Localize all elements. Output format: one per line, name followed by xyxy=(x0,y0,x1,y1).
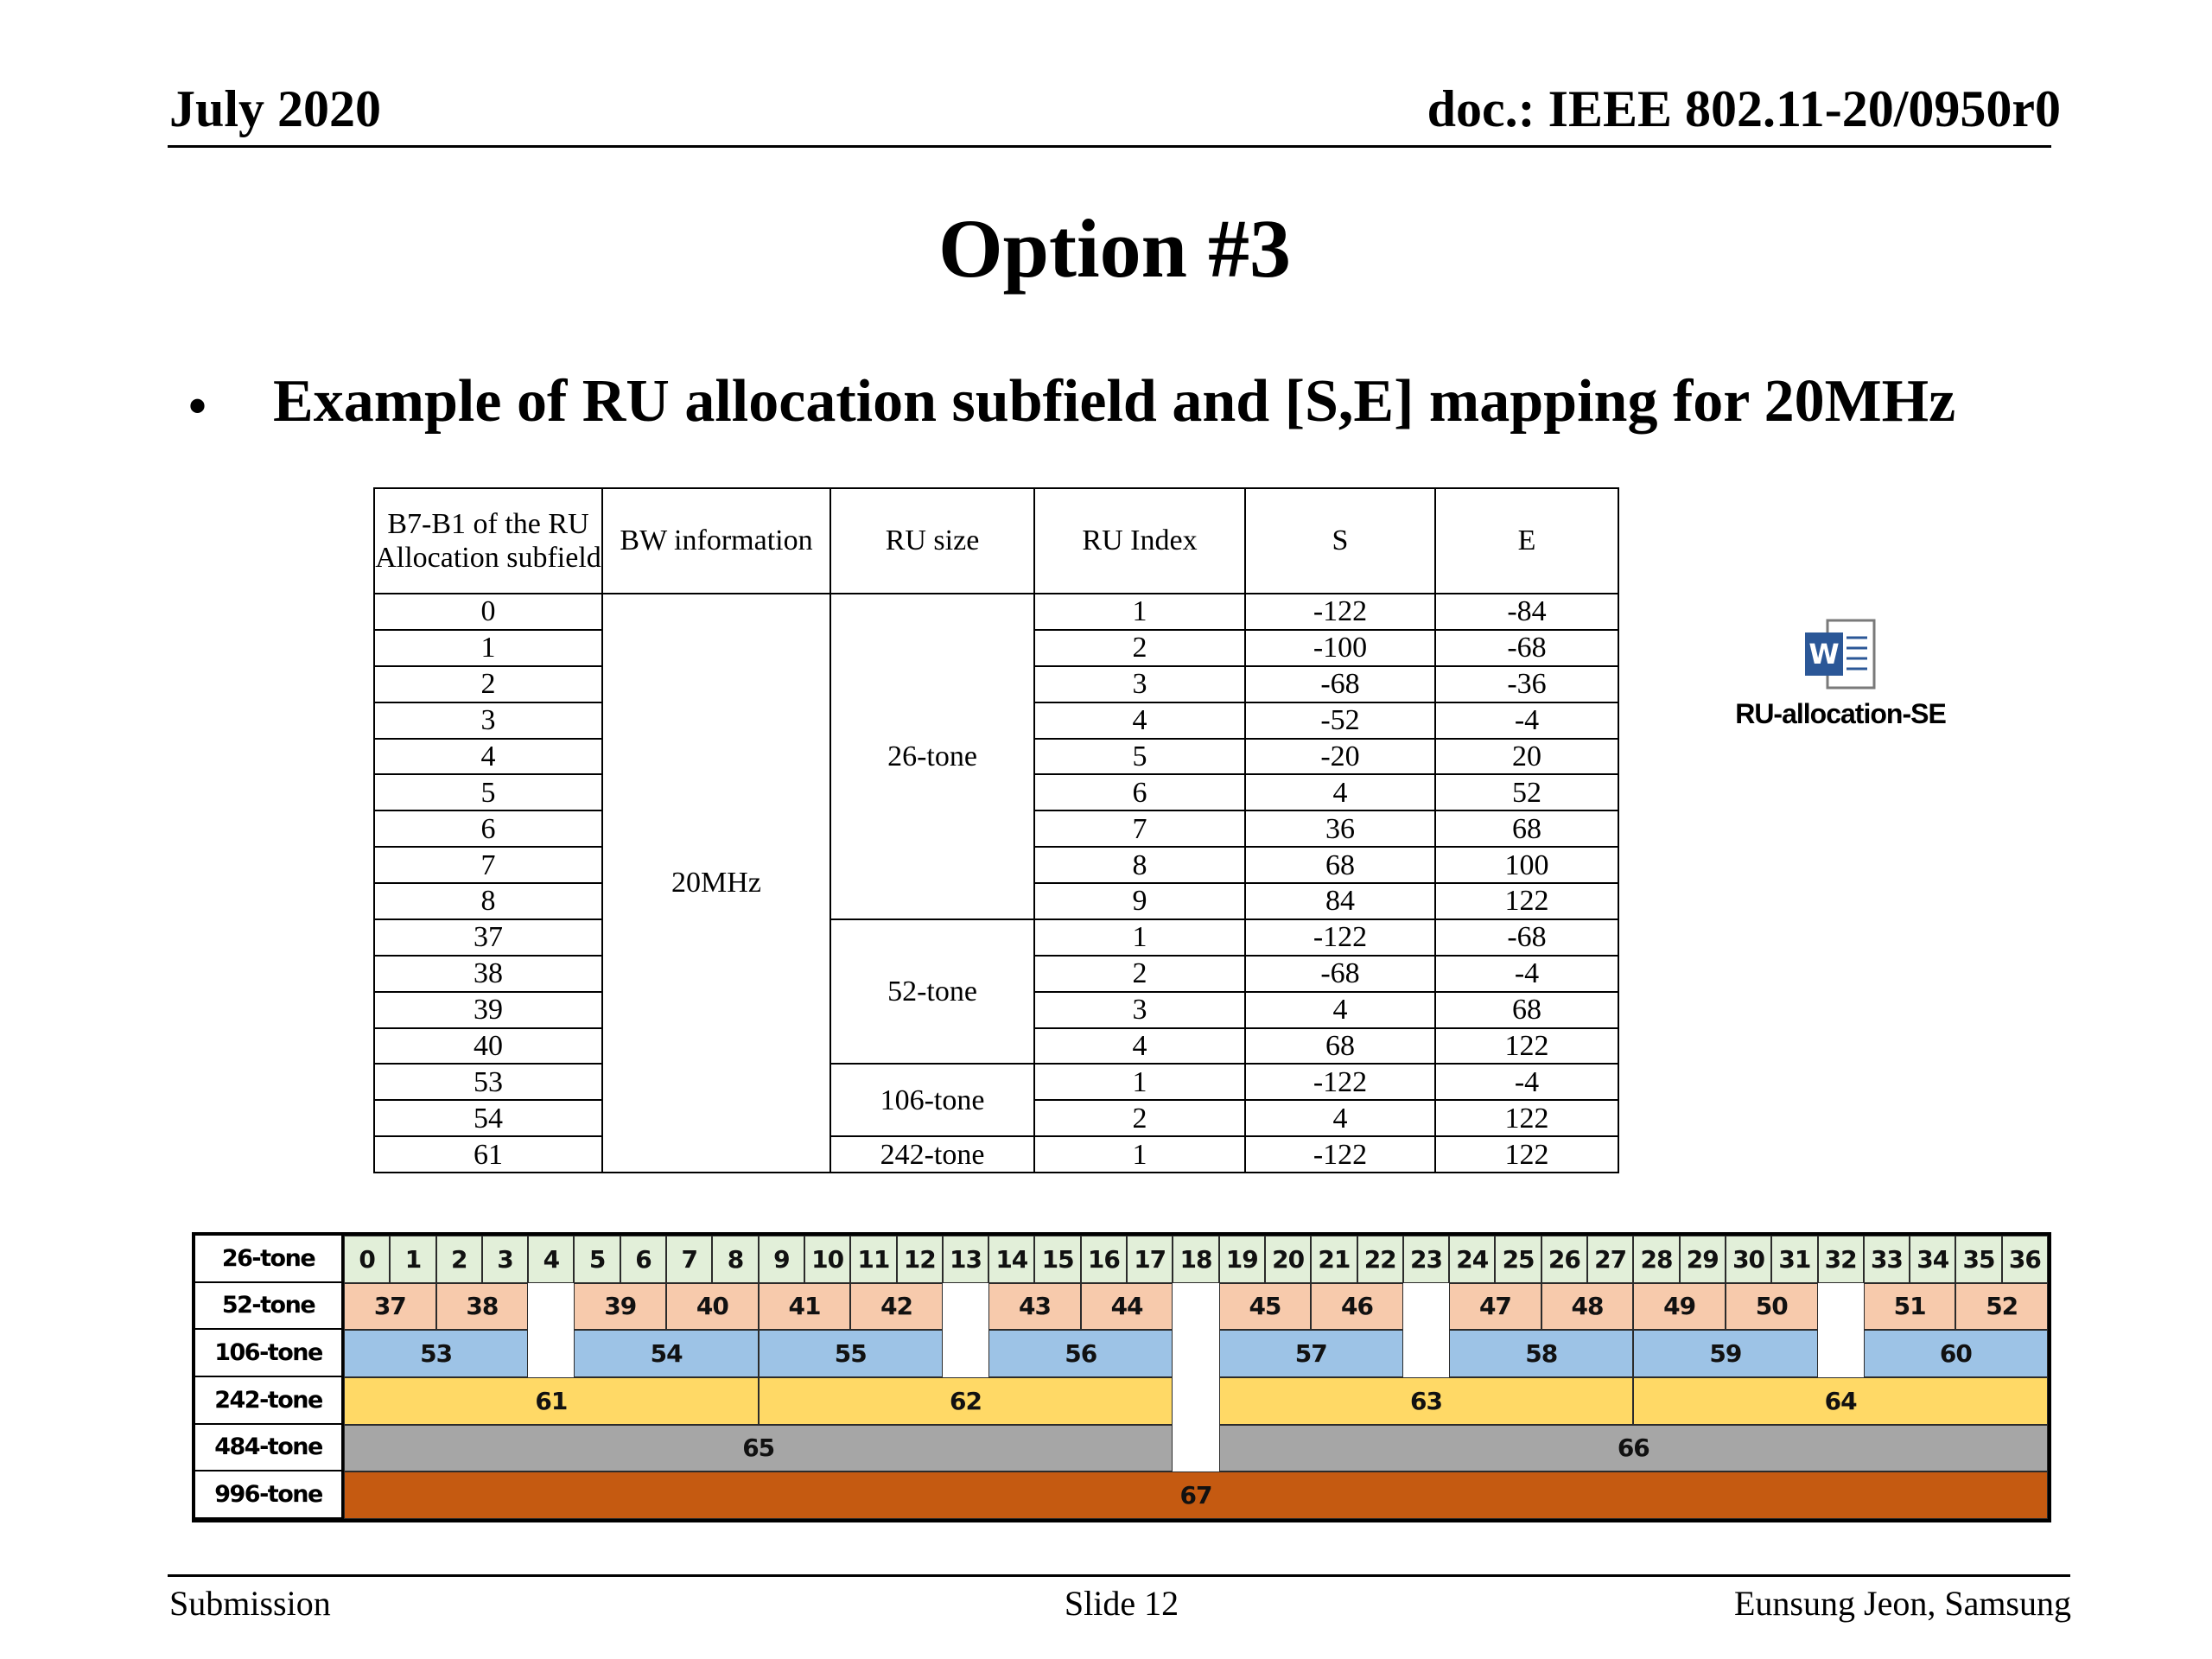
cell-ru-index: 7 xyxy=(1034,810,1245,847)
cell-b7b1: 3 xyxy=(374,702,602,739)
cell-e: -4 xyxy=(1435,1064,1618,1100)
header-s: S xyxy=(1245,488,1435,594)
ru-block: 5 xyxy=(574,1236,620,1283)
footer-author: Eunsung Jeon, Samsung xyxy=(1734,1584,2071,1623)
cell-b7b1: 7 xyxy=(374,847,602,883)
ru-block: 23 xyxy=(1403,1236,1449,1283)
tone-row-484 xyxy=(195,1425,2048,1472)
cell-b7b1: 54 xyxy=(374,1100,602,1136)
cell-s: 68 xyxy=(1245,847,1435,883)
cell-ru-index: 2 xyxy=(1034,630,1245,666)
cell-e: 20 xyxy=(1435,739,1618,775)
tone-row-label: 26-tone xyxy=(195,1236,344,1283)
table-header-row xyxy=(374,488,1618,594)
ru-block: 55 xyxy=(759,1330,943,1377)
header-date: July 2020 xyxy=(169,80,382,137)
ru-block: 48 xyxy=(1541,1283,1634,1331)
ru-se-table-wrapper xyxy=(373,487,1618,1173)
cell-b7b1: 1 xyxy=(374,630,602,666)
ru-block: 45 xyxy=(1219,1283,1312,1331)
ru-block: 7 xyxy=(666,1236,712,1283)
cell-b7b1: 40 xyxy=(374,1028,602,1065)
cell-s: -68 xyxy=(1245,666,1435,702)
cell-e: 122 xyxy=(1435,883,1618,919)
cell-b7b1: 0 xyxy=(374,594,602,630)
tone-row-996 xyxy=(195,1471,2048,1519)
ru-block: 40 xyxy=(666,1283,759,1331)
table-body xyxy=(374,594,1618,1173)
cell-s: -20 xyxy=(1245,739,1435,775)
cell-ru-index: 6 xyxy=(1034,774,1245,810)
cell-ru-index: 3 xyxy=(1034,992,1245,1028)
cell-ru-index: 4 xyxy=(1034,702,1245,739)
cell-s: 4 xyxy=(1245,1100,1435,1136)
cell-s: -122 xyxy=(1245,919,1435,956)
ru-block: 57 xyxy=(1219,1330,1403,1377)
cell-ru-index: 1 xyxy=(1034,1136,1245,1173)
ru-block: 62 xyxy=(759,1377,1173,1425)
ru-block: 35 xyxy=(1955,1236,2001,1283)
tone-row-label: 52-tone xyxy=(195,1283,344,1331)
cell-ru-index: 1 xyxy=(1034,594,1245,630)
ru-block: 8 xyxy=(712,1236,758,1283)
ru-block: 50 xyxy=(1726,1283,1818,1331)
cell-ru-index: 1 xyxy=(1034,1064,1245,1100)
ru-block: 31 xyxy=(1771,1236,1817,1283)
ru-block: 4 xyxy=(528,1236,574,1283)
cell-ru-index: 2 xyxy=(1034,956,1245,992)
cell-e: 122 xyxy=(1435,1136,1618,1173)
cell-e: -4 xyxy=(1435,702,1618,739)
ru-block: 59 xyxy=(1633,1330,1817,1377)
cell-b7b1: 39 xyxy=(374,992,602,1028)
ru-block: 61 xyxy=(344,1377,759,1425)
ru-block: 16 xyxy=(1081,1236,1127,1283)
attachment-label[interactable]: RU-allocation-SE xyxy=(1735,698,1946,729)
ru-block: 2 xyxy=(436,1236,482,1283)
ru-block: 53 xyxy=(344,1330,528,1377)
ru-block: 33 xyxy=(1864,1236,1910,1283)
ru-block: 0 xyxy=(344,1236,390,1283)
cell-ru-index: 3 xyxy=(1034,666,1245,702)
cell-ru-index: 1 xyxy=(1034,919,1245,956)
cell-e: 68 xyxy=(1435,992,1618,1028)
ru-block: 65 xyxy=(344,1425,1173,1472)
table-row xyxy=(374,594,1618,630)
ru-block: 17 xyxy=(1127,1236,1173,1283)
cell-s: -52 xyxy=(1245,702,1435,739)
ru-block: 9 xyxy=(759,1236,804,1283)
ru-block: 46 xyxy=(1311,1283,1403,1331)
cell-ru-index: 8 xyxy=(1034,847,1245,883)
ru-block: 29 xyxy=(1680,1236,1726,1283)
cell-s: 4 xyxy=(1245,992,1435,1028)
cell-ru-index: 9 xyxy=(1034,883,1245,919)
bullet-text: Example of RU allocation subfield and [S,E] mapping for 20MHz xyxy=(273,368,1956,435)
cell-s: 36 xyxy=(1245,810,1435,847)
ru-block: 42 xyxy=(850,1283,943,1331)
cell-b7b1: 38 xyxy=(374,956,602,992)
ru-block: 67 xyxy=(344,1471,2048,1519)
ru-block: 19 xyxy=(1219,1236,1265,1283)
cell-e: -84 xyxy=(1435,594,1618,630)
svg-text:W: W xyxy=(1808,638,1840,671)
ru-block: 27 xyxy=(1587,1236,1633,1283)
cell-e: -68 xyxy=(1435,630,1618,666)
header-ru-index: RU Index xyxy=(1034,488,1245,594)
cell-ru-index: 2 xyxy=(1034,1100,1245,1136)
cell-b7b1: 6 xyxy=(374,810,602,847)
cell-ru-index: 5 xyxy=(1034,739,1245,775)
ru-block: 30 xyxy=(1726,1236,1771,1283)
tone-row-label: 242-tone xyxy=(195,1377,344,1425)
tone-row-label: 106-tone xyxy=(195,1330,344,1377)
footer-slide-number: Slide 12 xyxy=(1064,1584,1179,1623)
cell-e: 100 xyxy=(1435,847,1618,883)
header-b7b1: B7-B1 of the RU Allocation subfield xyxy=(374,488,602,594)
ru-block: 39 xyxy=(574,1283,666,1331)
ru-block: 28 xyxy=(1633,1236,1679,1283)
ru-block: 24 xyxy=(1449,1236,1495,1283)
cell-s: -100 xyxy=(1245,630,1435,666)
ru-block: 60 xyxy=(1864,1330,2048,1377)
ru-block: 26 xyxy=(1541,1236,1587,1283)
cell-b7b1: 37 xyxy=(374,919,602,956)
ru-block: 64 xyxy=(1633,1377,2048,1425)
ru-block: 56 xyxy=(988,1330,1173,1377)
ru-block: 36 xyxy=(2002,1236,2048,1283)
table-row xyxy=(374,1064,1618,1100)
ru-se-table xyxy=(373,487,1619,1173)
ru-block: 66 xyxy=(1219,1425,2048,1472)
ru-block: 63 xyxy=(1219,1377,1634,1425)
header-ru-size: RU size xyxy=(830,488,1034,594)
tone-row-106 xyxy=(195,1330,2048,1377)
ru-block: 15 xyxy=(1034,1236,1080,1283)
footer-submission: Submission xyxy=(169,1584,331,1623)
cell-b7b1: 2 xyxy=(374,666,602,702)
cell-bw: 20MHz xyxy=(602,594,830,1173)
ru-block: 13 xyxy=(943,1236,988,1283)
cell-b7b1: 61 xyxy=(374,1136,602,1173)
cell-s: 4 xyxy=(1245,774,1435,810)
ru-block: 11 xyxy=(850,1236,896,1283)
tone-row-26 xyxy=(195,1236,2048,1283)
cell-e: -4 xyxy=(1435,956,1618,992)
ru-block: 41 xyxy=(759,1283,851,1331)
ru-block: 54 xyxy=(574,1330,758,1377)
cell-ru-size: 26-tone xyxy=(830,594,1034,919)
header-bw: BW information xyxy=(602,488,830,594)
ru-block: 18 xyxy=(1173,1236,1218,1283)
tone-row-label: 996-tone xyxy=(195,1471,344,1519)
table-row xyxy=(374,1136,1618,1173)
ru-block: 47 xyxy=(1449,1283,1541,1331)
ru-block: 21 xyxy=(1311,1236,1357,1283)
cell-e: 68 xyxy=(1435,810,1618,847)
ru-block: 3 xyxy=(482,1236,528,1283)
cell-e: -36 xyxy=(1435,666,1618,702)
ru-block: 49 xyxy=(1633,1283,1726,1331)
cell-ru-index: 4 xyxy=(1034,1028,1245,1065)
cell-e: 52 xyxy=(1435,774,1618,810)
header-doc-id: doc.: IEEE 802.11-20/0950r0 xyxy=(1427,80,2061,137)
word-document-icon[interactable] xyxy=(1802,617,1879,691)
cell-ru-size: 106-tone xyxy=(830,1064,1034,1136)
ru-block: 34 xyxy=(1910,1236,1955,1283)
cell-b7b1: 53 xyxy=(374,1064,602,1100)
cell-s: -122 xyxy=(1245,594,1435,630)
ru-block: 52 xyxy=(1955,1283,2048,1331)
tone-row-label: 484-tone xyxy=(195,1425,344,1472)
ru-block: 58 xyxy=(1449,1330,1633,1377)
ru-block: 6 xyxy=(620,1236,666,1283)
cell-e: 122 xyxy=(1435,1100,1618,1136)
cell-b7b1: 4 xyxy=(374,739,602,775)
ru-block: 1 xyxy=(390,1236,435,1283)
ru-block: 38 xyxy=(436,1283,529,1331)
ru-block: 14 xyxy=(988,1236,1034,1283)
header-rule xyxy=(168,145,2051,148)
cell-b7b1: 5 xyxy=(374,774,602,810)
slide-title: Option #3 xyxy=(938,202,1292,295)
ru-block: 37 xyxy=(344,1283,436,1331)
cell-s: 84 xyxy=(1245,883,1435,919)
ru-block: 25 xyxy=(1495,1236,1541,1283)
cell-s: -122 xyxy=(1245,1064,1435,1100)
cell-s: -68 xyxy=(1245,956,1435,992)
bullet-marker: • xyxy=(188,378,207,435)
ru-block: 20 xyxy=(1265,1236,1311,1283)
cell-e: 122 xyxy=(1435,1028,1618,1065)
tone-row-242 xyxy=(195,1377,2048,1425)
cell-b7b1: 8 xyxy=(374,883,602,919)
ru-block: 43 xyxy=(988,1283,1081,1331)
cell-ru-size: 52-tone xyxy=(830,919,1034,1065)
cell-s: -122 xyxy=(1245,1136,1435,1173)
table-row xyxy=(374,919,1618,956)
ru-block: 10 xyxy=(804,1236,850,1283)
ru-block: 32 xyxy=(1818,1236,1864,1283)
footer-rule xyxy=(168,1574,2070,1577)
ru-block: 12 xyxy=(897,1236,943,1283)
cell-e: -68 xyxy=(1435,919,1618,956)
tone-row-52 xyxy=(195,1283,2048,1331)
ru-block: 44 xyxy=(1081,1283,1173,1331)
ru-block: 51 xyxy=(1864,1283,1956,1331)
cell-ru-size: 242-tone xyxy=(830,1136,1034,1173)
ru-block: 22 xyxy=(1357,1236,1403,1283)
ru-tone-map xyxy=(192,1232,2051,1522)
cell-s: 68 xyxy=(1245,1028,1435,1065)
header-e: E xyxy=(1435,488,1618,594)
